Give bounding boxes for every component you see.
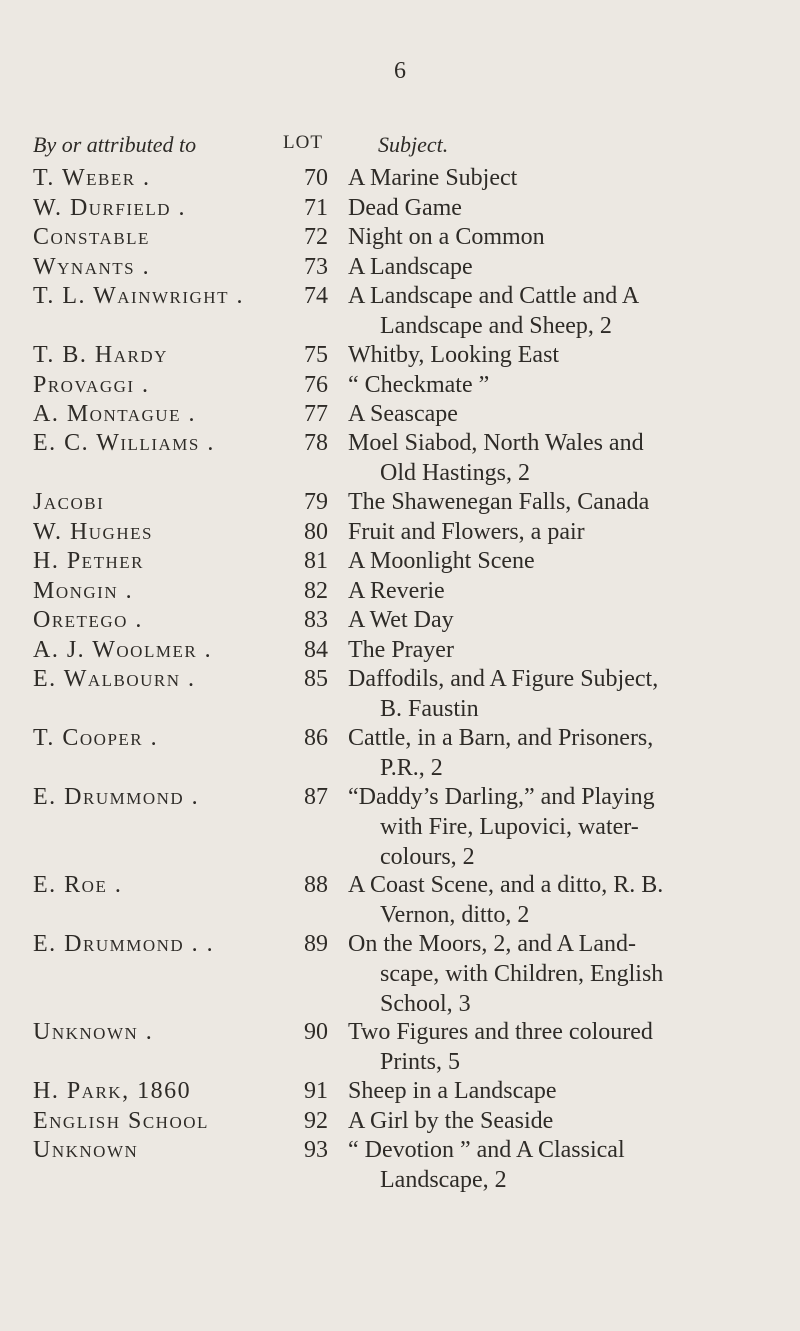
- artist-name: Oretego .: [33, 607, 143, 633]
- artist-name: Jacobi: [33, 489, 105, 515]
- artist-name: W. Durfield .: [33, 195, 187, 221]
- lot-number: 76: [304, 372, 328, 398]
- subject-text: [348, 1017, 778, 1077]
- artist-name: T. Cooper .: [33, 725, 159, 751]
- artist-name: H. Pether: [33, 548, 144, 574]
- lot-number: 86: [304, 725, 328, 751]
- lot-number: 90: [304, 1019, 328, 1045]
- subject-text: [348, 546, 778, 576]
- lot-number: 82: [304, 578, 328, 604]
- column-header-artist: By or attributed to: [33, 132, 197, 157]
- subject-text: [348, 340, 778, 370]
- subject-line: A Girl by the Seaside: [348, 1108, 554, 1134]
- column-header-subject: Subject.: [378, 132, 449, 157]
- subject-line: Night on a Common: [348, 224, 545, 250]
- artist-name: T. B. Hardy: [33, 342, 168, 368]
- artist-name: Unknown .: [33, 1019, 154, 1045]
- subject-text: [348, 605, 778, 635]
- subject-line: Landscape, 2: [380, 1167, 507, 1193]
- subject-text: [348, 1106, 778, 1136]
- subject-text: [348, 163, 778, 193]
- column-header-lot: LOT: [283, 132, 323, 153]
- subject-text: [348, 399, 778, 429]
- artist-name: Wynants .: [33, 254, 151, 280]
- subject-text: [348, 517, 778, 547]
- artist-name: E. Drummond . .: [33, 931, 215, 957]
- subject-line: The Prayer: [348, 637, 454, 663]
- lot-number: 77: [304, 401, 328, 427]
- subject-text: [348, 281, 778, 341]
- subject-line: A Coast Scene, and a ditto, R. B.: [348, 872, 664, 898]
- artist-name: W. Hughes: [33, 519, 153, 545]
- artist-name: T. Weber .: [33, 165, 151, 191]
- artist-name: A. J. Woolmer .: [33, 637, 213, 663]
- subject-text: [348, 782, 778, 872]
- subject-line: “ Checkmate ”: [348, 372, 490, 398]
- lot-number: 88: [304, 872, 328, 898]
- subject-text: [348, 1135, 778, 1195]
- subject-line: with Fire, Lupovici, water-: [380, 814, 639, 840]
- lot-number: 73: [304, 254, 328, 280]
- subject-text: [348, 635, 778, 665]
- subject-text: [348, 1076, 778, 1106]
- artist-name: Mongin .: [33, 578, 134, 604]
- subject-text: [348, 370, 778, 400]
- subject-line: A Reverie: [348, 578, 445, 604]
- lot-number: 74: [304, 283, 328, 309]
- subject-line: A Landscape: [348, 254, 473, 280]
- subject-text: [348, 252, 778, 282]
- subject-text: [348, 487, 778, 517]
- subject-line: Fruit and Flowers, a pair: [348, 519, 585, 545]
- lot-number: 81: [304, 548, 328, 574]
- lot-number: 71: [304, 195, 328, 221]
- subject-line: School, 3: [380, 991, 471, 1017]
- artist-name: E. Walbourn .: [33, 666, 196, 692]
- lot-number: 83: [304, 607, 328, 633]
- subject-text: [348, 193, 778, 223]
- lot-number: 87: [304, 784, 328, 810]
- artist-name: Unknown: [33, 1137, 139, 1163]
- subject-line: “ Devotion ” and A Classical: [348, 1137, 625, 1163]
- artist-name: T. L. Wainwright .: [33, 283, 244, 309]
- artist-name: E. Drummond .: [33, 784, 200, 810]
- subject-line: P.R., 2: [380, 755, 443, 781]
- subject-line: A Moonlight Scene: [348, 548, 535, 574]
- lot-number: 85: [304, 666, 328, 692]
- artist-name: E. C. Williams .: [33, 430, 215, 456]
- subject-line: A Wet Day: [348, 607, 454, 633]
- subject-line: Cattle, in a Barn, and Prisoners,: [348, 725, 654, 751]
- lot-number: 92: [304, 1108, 328, 1134]
- artist-name: H. Park, 1860: [33, 1078, 192, 1104]
- subject-line: Daffodils, and A Figure Subject,: [348, 666, 659, 692]
- subject-line: Prints, 5: [380, 1049, 461, 1075]
- subject-text: [348, 870, 778, 930]
- subject-line: Whitby, Looking East: [348, 342, 560, 368]
- subject-line: colours, 2: [380, 844, 475, 870]
- artist-name: Provaggi .: [33, 372, 150, 398]
- subject-line: Two Figures and three coloured: [348, 1019, 653, 1045]
- subject-line: Sheep in a Landscape: [348, 1078, 557, 1104]
- subject-text: [348, 576, 778, 606]
- subject-line: Old Hastings, 2: [380, 460, 530, 486]
- subject-line: Landscape and Sheep, 2: [380, 313, 612, 339]
- artist-name: Constable: [33, 224, 150, 250]
- lot-number: 80: [304, 519, 328, 545]
- page-number: 6: [394, 58, 406, 84]
- artist-name: E. Roe .: [33, 872, 123, 898]
- subject-text: [348, 664, 778, 724]
- subject-text: [348, 428, 778, 488]
- subject-line: Vernon, ditto, 2: [380, 902, 530, 928]
- lot-number: 91: [304, 1078, 328, 1104]
- artist-name: English School: [33, 1108, 209, 1134]
- artist-name: A. Montague .: [33, 401, 196, 427]
- lot-number: 89: [304, 931, 328, 957]
- subject-line: “Daddy’s Darling,” and Playing: [348, 784, 655, 810]
- lot-number: 70: [304, 165, 328, 191]
- subject-line: A Seascape: [348, 401, 458, 427]
- subject-line: The Shawenegan Falls, Canada: [348, 489, 650, 515]
- lot-number: 75: [304, 342, 328, 368]
- subject-line: Moel Siabod, North Wales and: [348, 430, 644, 456]
- subject-text: [348, 929, 778, 1019]
- lot-number: 79: [304, 489, 328, 515]
- subject-text: [348, 723, 778, 783]
- lot-number: 78: [304, 430, 328, 456]
- lot-number: 93: [304, 1137, 328, 1163]
- lot-number: 72: [304, 224, 328, 250]
- subject-line: On the Moors, 2, and A Land-: [348, 931, 636, 957]
- lot-number: 84: [304, 637, 328, 663]
- subject-line: Dead Game: [348, 195, 462, 221]
- subject-line: A Landscape and Cattle and A: [348, 283, 640, 309]
- subject-line: B. Faustin: [380, 696, 479, 722]
- subject-text: [348, 222, 778, 252]
- subject-line: scape, with Children, English: [380, 961, 664, 987]
- subject-line: A Marine Subject: [348, 165, 518, 191]
